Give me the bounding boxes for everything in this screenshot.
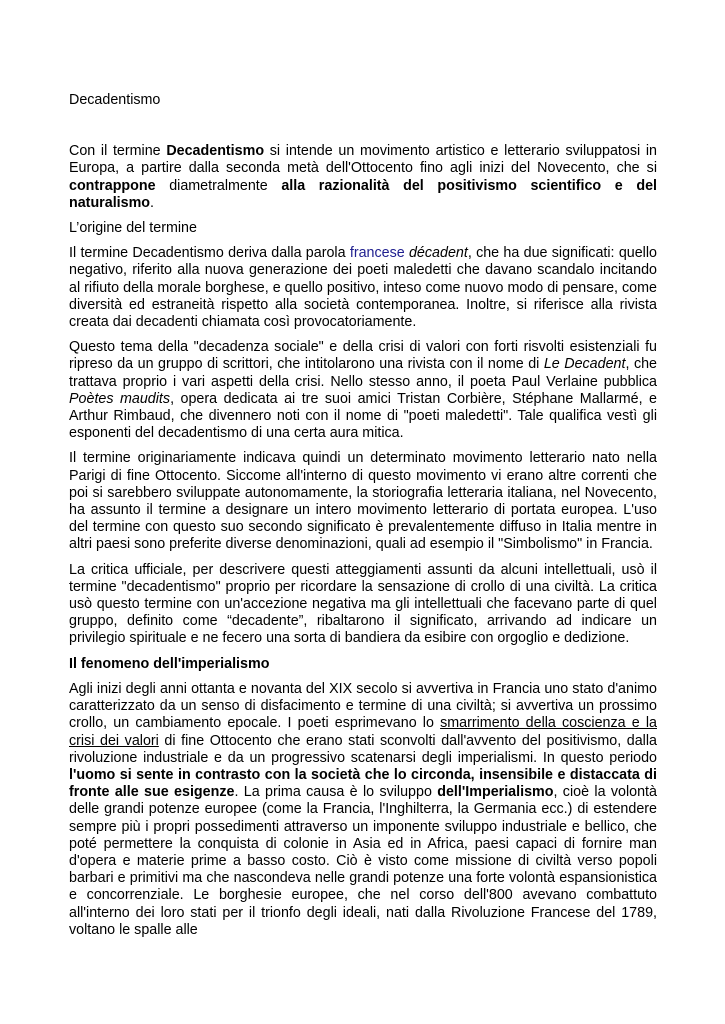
imperialism-heading: Il fenomeno dell'imperialismo xyxy=(69,655,270,672)
term-paragraph: Il termine originariamente indicava quindi un determinato movimento letterario nato nella Parigi di fine Ottocento. Siccome all'interno di questo movimento vi erano altre correnti che poi si sarebbero sviluppate autonomamente, la storiografia letteraria italiana, nel Novecento, ha assunto il termine a designare un intero movimento letterario di portata europea. L'uso del termine con questo suo secondo significato è prevalentemente diffuso in Italia mentre in altri paesi sono preferite diverse denominazioni, quali ad esempio il "Simbolismo" in Francia. xyxy=(69,450,657,553)
imperialism-text-1: Agli inizi degli anni ottanta e novanta del XIX secolo si avvertiva in Francia uno stato d'animo caratterizzato da un senso di disfacimento e termine di una civiltà; si avvertiva un prossimo crollo, un cambiamento epocale. I poeti esprimevano lo xyxy=(69,680,657,732)
imperialism-paragraph xyxy=(69,681,657,939)
intro-bold-decadentismo: Decadentismo xyxy=(166,143,265,160)
imperialism-text-4: , cioè la volontà delle grandi potenze europee (come la Francia, l'Inghilterra, la Germania ecc.) di estendere sempre più i propri possedimenti attraverso un imponente sviluppo industriale e bellico, che poté permettere la conquista di colonie in Asia ed in Africa, paesi capaci di fornire man d'opera e materie prime a basso costo. Ciò è visto come missione di civiltà verso popoli barbari e primitivi ma che nascondeva nelle grandi potenze una forte volontà espansionistica e concorrenziale. Le borghesie europee, che nel corso dell'800 avevano combattuto all'interno dei loro stati per il trionfo degli ideali, nati dalla Rivoluzione Francese del 1789, voltano le spalle alle xyxy=(69,784,657,938)
francese-link[interactable]: francese xyxy=(349,245,405,262)
intro-text-3: diametralmente xyxy=(155,177,282,194)
imperialism-bold-uomo: l'uomo si sente in contrasto con la società che lo circonda, insensibile e distaccata di fronte alle sue esigenze xyxy=(69,766,657,801)
imperialism-bold-imperialismo: dell'Imperialismo xyxy=(437,784,554,801)
decadenza-text-2: , che trattava proprio i vari aspetti della crisi. Nello stesso anno, il poeta Paul Verlaine pubblica xyxy=(69,356,658,390)
origin-heading: L’origine del termine xyxy=(69,220,197,237)
origin-italic-decadent: décadent xyxy=(408,245,468,262)
imperialism-text-3: . La prima causa è lo sviluppo xyxy=(234,784,438,801)
intro-bold-positivismo: alla razionalità del positivismo scientifico e del naturalismo xyxy=(69,177,657,211)
document-title: Decadentismo xyxy=(69,92,161,108)
imperialism-underlined-smarrimento: smarrimento della coscienza e la crisi dei valori xyxy=(69,715,657,749)
decadenza-text-3: , opera dedicata ai tre suoi amici Tristan Corbière, Stéphane Mallarmé, e Arthur Rimbaud, che divennero noti con il nome di "poeti maledetti". Tale qualifica vestì gli esponenti del decadentismo di una certa aura mitica. xyxy=(69,390,657,442)
intro-text-1: Con il termine xyxy=(69,143,167,160)
document-page xyxy=(69,92,657,947)
decadenza-text-1: Questo tema della "decadenza sociale" e della crisi di valori con forti risvolti esistenziali fu ripreso da un gruppo di scrittori, che intitolarono una rivista con il nome di xyxy=(69,339,657,373)
origin-paragraph xyxy=(69,245,657,331)
intro-bold-contrappone: contrappone xyxy=(69,177,156,194)
decadenza-italic-poetes-maudits: Poètes maudits xyxy=(69,390,171,407)
critica-paragraph: La critica ufficiale, per descrivere questi atteggiamenti assunti da alcuni intellettuali, usò il termine "decadentismo" proprio per ricordare la sensazione di crollo di una civiltà. La critica usò questo termine con un'accezione negativa ma gli intellettuali che facevano parte di quel gruppo, definito come “decadente”, ribaltarono il significato, arrivando ad indicare un privilegio spirituale e ne fecero una sorta di bandiera da esibire con orgoglio e dedizione. xyxy=(69,561,657,647)
imperialism-text-2: di fine Ottocento che erano stati sconvolti dall'avvento del positivismo, dalla rivoluzione industriale e da un progressivo scatenarsi degli imperialismi. In questo periodo xyxy=(69,732,657,766)
decadenza-italic-le-decadent: Le Decadent xyxy=(543,356,626,373)
intro-paragraph xyxy=(69,143,657,212)
intro-text-4: . xyxy=(150,194,155,211)
origin-text-1: Il termine Decadentismo deriva dalla parola xyxy=(69,245,350,262)
decadenza-paragraph xyxy=(69,339,657,442)
intro-text-2: si intende un movimento artistico e letterario sviluppatosi in Europa, a partire dalla seconda metà dell'Ottocento fino agli inizi del Novecento, che si xyxy=(69,143,657,177)
origin-text-3: , che ha due significati: quello negativo, riferito alla nuova generazione dei poeti maledetti che davano scandalo incitando al rifiuto della morale borghese, e quello positivo, inteso come nuovo modo di pensare, come diversità ed estraneità rispetto alla società contemporanea. Inoltre, si riferisce alla rivista creata dai decadenti chiamata così provocatoriamente. xyxy=(69,245,657,331)
